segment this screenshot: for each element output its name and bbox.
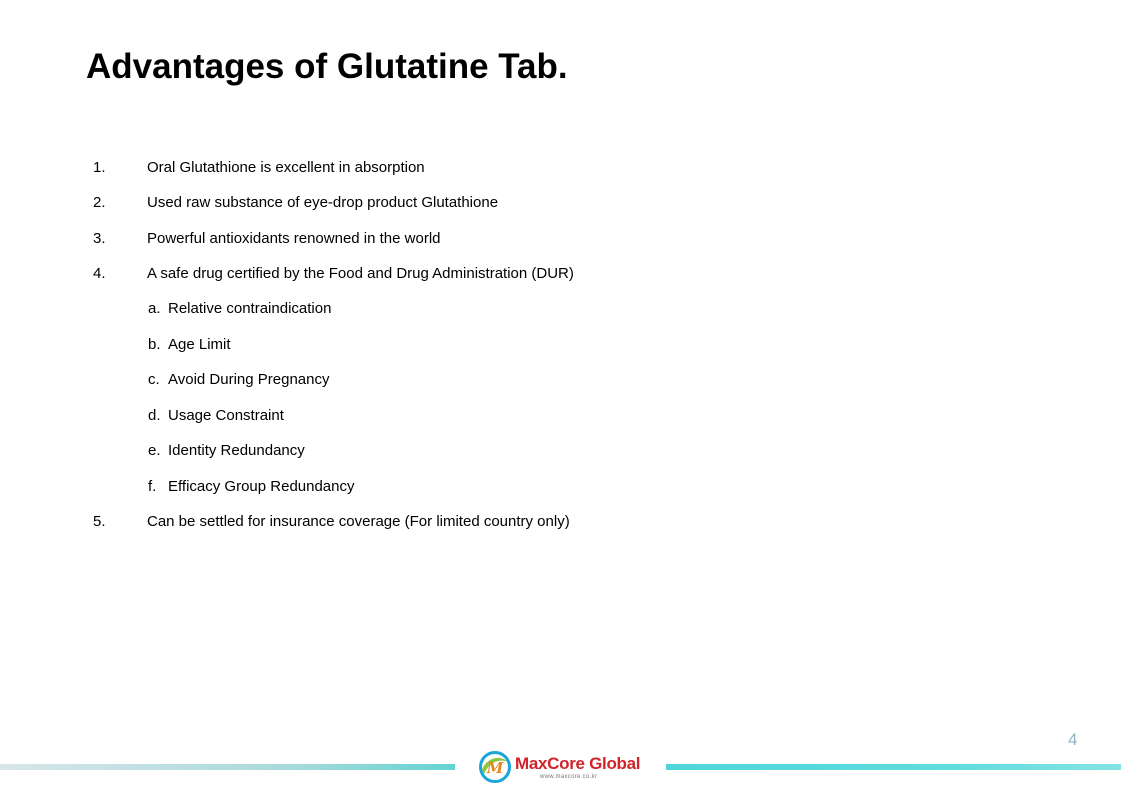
svg-text:M: M	[486, 759, 504, 777]
sub-list-item-text: Usage Constraint	[168, 407, 284, 424]
footer-bar-right	[666, 764, 1121, 770]
logo-wordmark: MaxCore Global	[515, 754, 641, 773]
list-item-number: 1.	[93, 159, 106, 176]
list-item-number: 4.	[93, 265, 106, 282]
sub-list-item-text: Age Limit	[168, 336, 231, 353]
list-item-text: Powerful antioxidants renowned in the world	[147, 230, 441, 247]
list-item-text: A safe drug certified by the Food and Drug Administration (DUR)	[147, 265, 574, 282]
sub-list-item-letter: d.	[148, 407, 161, 424]
sub-list-item-letter: a.	[148, 300, 161, 317]
sub-list-item-text: Identity Redundancy	[168, 442, 305, 459]
logo-mark-icon	[478, 750, 512, 784]
list-item-text: Can be settled for insurance coverage (For limited country only)	[147, 513, 570, 530]
list-item-text: Oral Glutathione is excellent in absorption	[147, 159, 425, 176]
sub-list-item-letter: f.	[148, 478, 157, 495]
list-item-number: 3.	[93, 230, 106, 247]
slide-title: Advantages of Glutatine Tab.	[86, 47, 568, 86]
list-item-number: 2.	[93, 194, 106, 211]
sub-list-item-letter: b.	[148, 336, 161, 353]
footer-bar-left	[0, 764, 455, 770]
list-item-text: Used raw substance of eye-drop product Glutathione	[147, 194, 499, 211]
list-item-number: 5.	[93, 513, 106, 530]
sub-list-item-text: Relative contraindication	[168, 300, 332, 317]
sub-list-item-text: Avoid During Pregnancy	[168, 371, 330, 388]
page-number: 4	[1068, 730, 1078, 749]
logo-url: www.maxcore.co.kr	[540, 774, 598, 780]
sub-list-item-letter: c.	[148, 371, 160, 388]
company-logo	[478, 750, 648, 784]
sub-list-item-letter: e.	[148, 442, 161, 459]
sub-list-item-text: Efficacy Group Redundancy	[168, 478, 355, 495]
